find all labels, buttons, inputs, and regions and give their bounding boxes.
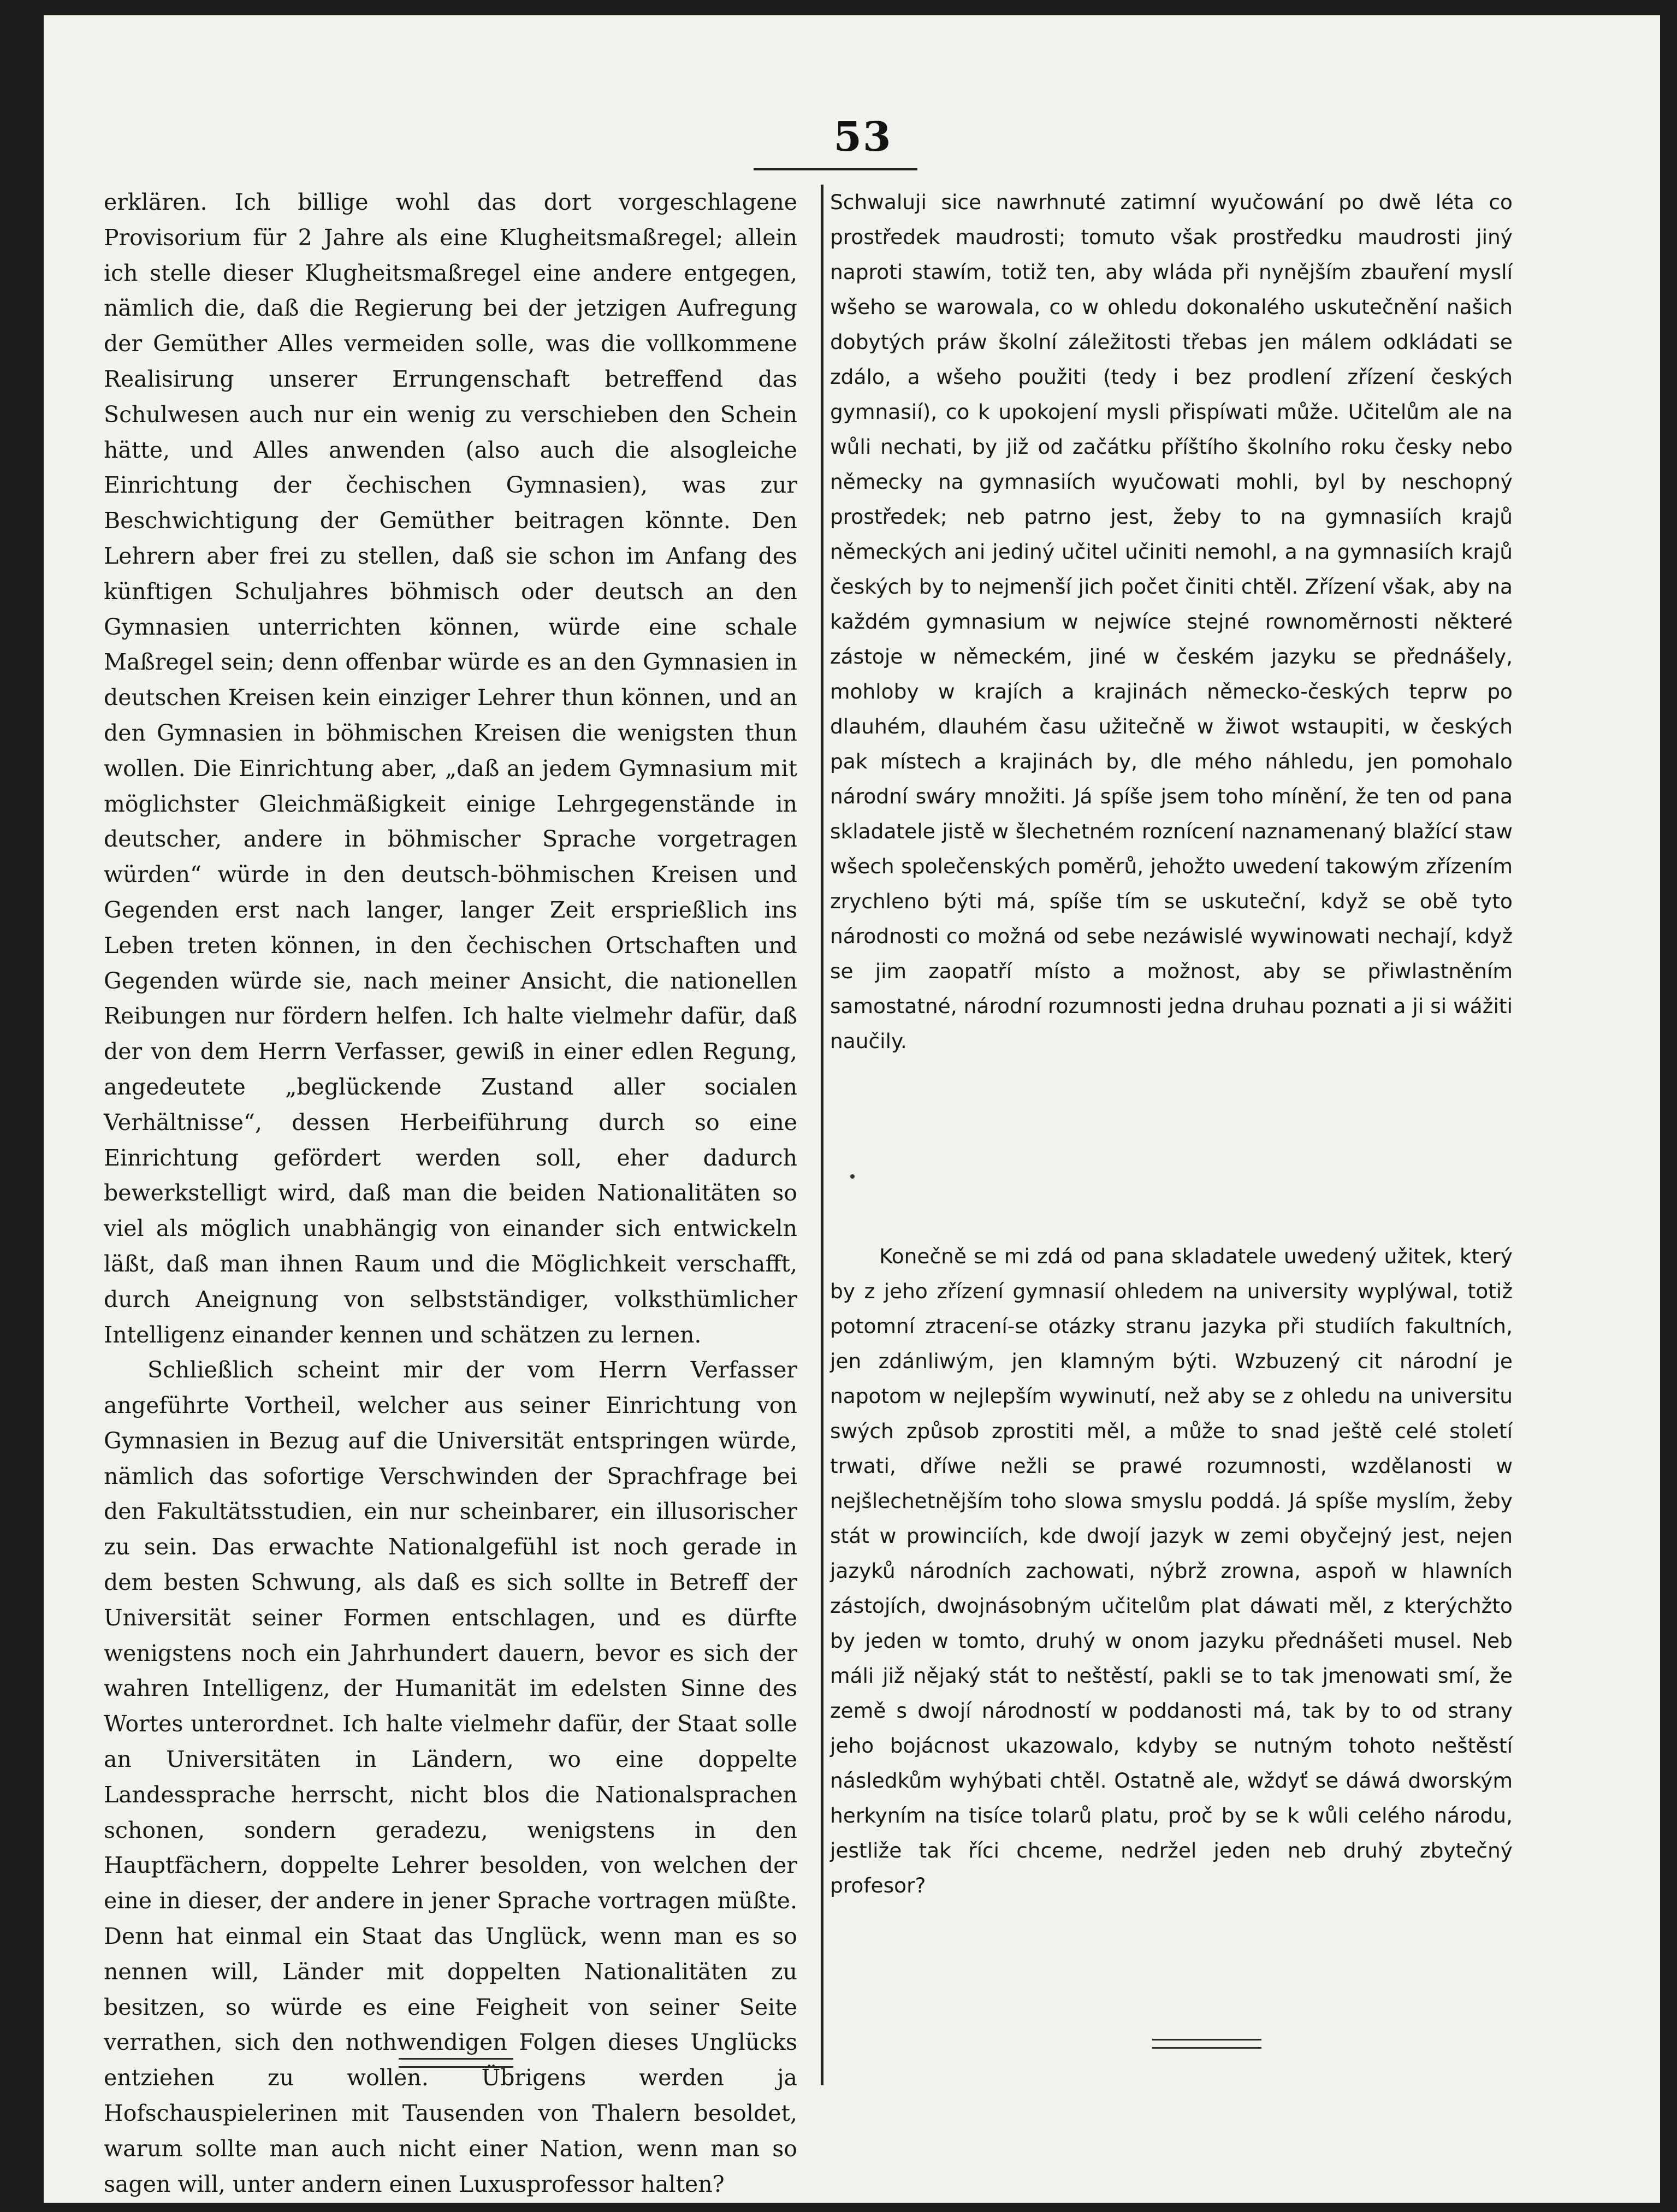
header-rule [754,168,917,170]
german-paragraph-1: erklären. Ich billige wohl das dort vorgeschlagene Provisorium für 2 Jahre als eine Klugheitsmaßregel; allein ich stelle dieser Klugheitsmaßregel eine andere entgegen, nämlich die, daß die Regierung bei der jetzigen Aufregung der Gemüther Alles vermeiden solle, was die vollkommene Realisirung unserer Errungenschaft betreffend das Schulwesen auch nur ein wenig zu verschieben den Schein hätte, und Alles anwenden (also auch die alsogleiche Einrichtung der čechischen Gymnasien), was zur Beschwichtigung der Gemüther beitragen könnte. Den Lehrern aber frei zu stellen, daß sie schon im Anfang des künftigen Schuljahres böhmisch oder deutsch an den Gymnasien unterrichten können, würde eine schale Maßregel sein; denn offenbar würde es an den Gymnasien in deutschen Kreisen kein einziger Lehrer thun können, und an den Gymnasien in böhmischen Kreisen die wenigsten thun wollen. Die Einrichtung aber, „daß an jedem Gymnasium mit möglichster Gleichmäßigkeit einige Lehrgegenstände in deutscher, andere in böhmischer Sprache vorgetragen würden“ würde in den deutsch-böhmischen Kreisen und Gegenden erst nach langer, langer Zeit ersprießlich ins Leben treten können, in den čechischen Ortschaften und Gegenden würde sie, nach meiner Ansicht, die nationellen Reibungen nur fördern helfen. Ich halte vielmehr dafür, daß der von dem Herrn Verfasser, gewiß in einer edlen Regung, angedeutete „beglückende Zustand aller socialen Verhältnisse“, dessen Herbeiführung durch so eine Einrichtung gefördert werden soll, eher dadurch bewerkstelligt wird, daß man die beiden Nationalitäten so viel als möglich unabhängig von einander sich entwickeln läßt, daß man ihnen Raum und die Möglichkeit verschafft, durch Aneignung von selbstständiger, volksthümlicher Intelligenz einander kennen und schätzen zu lernen. [104,189,797,1348]
czech-paragraph-1: Schwaluji sice nawrhnuté zatimní wyučowání po dwě léta co prostředek maudrosti; tomuto však prostředku maudrosti jiný naproti stawím, totiž ten, aby wláda při nynějším zbauření myslí wšeho se warowala, co w ohledu dokonalého uskutečnění našich dobytých práw školní záležitosti třebas jen málem odkládati se zdálo, a wšeho použiti (tedy i bez prodlení zřízení českých gymnasií), co k upokojení mysli přispíwati může. Učitelům ale na wůli nechati, by již od začátku příštího školního roku česky nebo německy na gymnasiích wyučowati mohli, byl by neschopný prostředek; neb patrno jest, žeby to na gymnasiích krajů německých ani jediný učitel učiniti nemohl, a na gymnasiích krajů českých by to nejmenší jich počet činiti chtěl. Zřízení však, aby na každém gymnasium w nejwíce stejné rownoměrnosti některé zástoje w německém, jiné w českém jazyku se přednášely, mohloby w krajích a krajinách německo-českých teprw po dlauhém, dlauhém času užitečně w žiwot wstaupiti, w českých pak místech a krajinách by, dle mého náhledu, jen pomohalo národní swáry množiti. Já spíše jsem toho mínění, že ten od pana skladatele jistě w šlechetném roznícení naznamenaný blažící staw wšech společenských poměrů, jehožto uwedení takowým zřízením zrychleno býti má, spíše tím se uskuteční, když se obě tyto národnosti co možná od sebe nezáwislé wywinowati nechají, když se jim zaopatří místo a možnost, aby se přiwlastněním samostatné, národní rozumnosti jedna druhau poznati a ji si wážiti naučily. [830,190,1513,1053]
end-rule-right [1152,2039,1261,2049]
german-paragraph-2: Schließlich scheint mir der vom Herrn Verfasser angeführte Vortheil, welcher aus seiner Einrichtung von Gymnasien in Bezug auf die Universität entspringen würde, nämlich das sofortige Verschwinden der Sprachfrage bei den Fakultätsstudien, ein nur scheinbarer, ein illusorischer zu sein. Das erwachte Nationalgefühl ist noch gerade in dem besten Schwung, als daß es sich sollte in Betreff der Universität seiner Formen entschlagen, und es dürfte wenigstens noch ein Jahrhundert dauern, bevor es sich der wahren Intelligenz, der Humanität im edelsten Sinne des Wortes unterordnet. Ich halte vielmehr dafür, der Staat solle an Universitäten in Ländern, wo eine doppelte Landessprache herrscht, nicht blos die Nationalsprachen schonen, sondern geradezu, wenigstens in den Hauptfächern, doppelte Lehrer besolden, von welchen der eine in dieser, der andere in jener Sprache vortragen müßte. Denn hat einmal ein Staat das Unglück, wenn man es so nennen will, Länder mit doppelten Nationalitäten zu besitzen, so würde es eine Feigheit von seiner Seite verrathen, sich den nothwendigen Folgen dieses Unglücks entziehen zu wollen. Übrigens werden ja Hofschauspielerinen mit Tausenden von Thalern besoldet, warum sollte man auch nicht einer Nation, wenn man so sagen will, unter andern einen Luxusprofessor halten? [104,1357,797,2197]
column-divider [821,185,823,2085]
stray-dot [850,1174,855,1179]
german-column [104,185,797,2202]
czech-column-upper [830,185,1513,1058]
end-rule-left [399,2058,513,2068]
czech-paragraph-2: Konečně se mi zdá od pana skladatele uwedený užitek, který by z jeho zřízení gymnasií ohledem na university wyplýwal, totiž potomní ztracení-se otázky stranu jazyka při studiích fakultních, jen zdánliwým, jen klamným býti. Wzbuzený cit národní je napotom w nejlepším wywinutí, než aby se z ohledu na universitu swých způsob zprostiti měl, a může to snad ještě celé století trwati, dříwe nežli se prawé rozumnosti, wzdělanosti w nejšlechetnějším toho slowa smyslu poddá. Já spíše myslím, žeby stát w prowinciích, kde dwojí jazyk w zemi obyčejný jest, nejen jazyků národních zachowati, nýbrž zrowna, aspoň w hlawních zástojích, dwojnásobným učitelům plat dáwati měl, z kterýchžto by jeden w tomto, druhý w onom jazyku přednášeti musel. Neb máli již nějaký stát to neštěstí, pakli se to tak jmenowati smí, že země s dwojí národností w poddanosti má, tak by to od strany jeho bojácnost ukazowalo, kdyby se nutným tohoto neštěstí následkům wyhýbati chtěl. Ostatně ale, wždyť se dáwá dworským herkyním na tisíce tolarů platu, proč by se k wůli celého národu, jestliže tak říci chceme, nedržel jeden neb druhý zbytečný profesor? [830,1244,1513,1897]
newspaper-page [44,15,1660,2203]
page-number: 53 [833,114,892,161]
czech-column-lower [830,1239,1513,1903]
